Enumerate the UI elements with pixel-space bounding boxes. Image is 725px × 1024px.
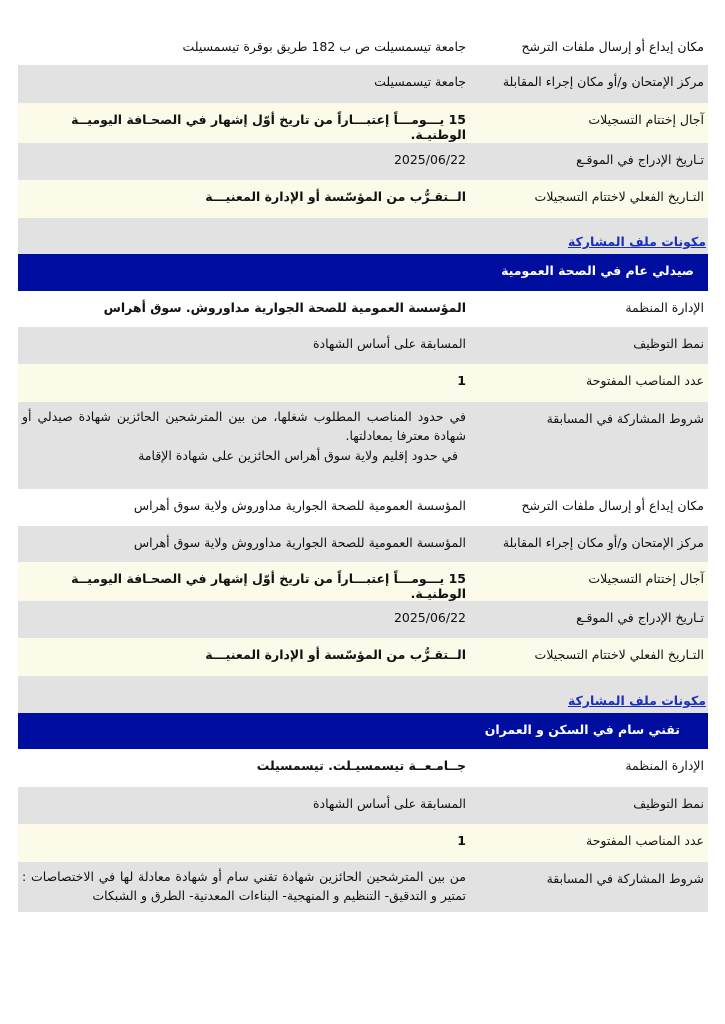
row-value: جامعة تيسمسيلت ص ب 182 طريق بوقرة تيسمسيلت xyxy=(182,39,466,54)
row-label: مكان إيداع أو إرسال ملفات الترشح xyxy=(521,39,704,54)
table-row xyxy=(18,327,708,364)
row-value: 1 xyxy=(457,373,466,388)
row-label: مركز الإمتحان و/أو مكان إجراء المقابلة xyxy=(502,535,704,550)
row-value: جــامـعــة تيسمسيـلت. تيسمسيلت xyxy=(256,758,466,773)
row-label: الإدارة المنظمة xyxy=(625,300,704,315)
row-label: مكان إيداع أو إرسال ملفات الترشح xyxy=(521,498,704,513)
table-row xyxy=(18,364,708,402)
condition-text: من بين المترشحين الحائزين شهادة تقني سام أو شهادة معادلة لها في الاختصاصات : تمتير و التدقيق- التنظيم و المنهجية- البناءات المعدنية- الطرق و الشبكات xyxy=(22,869,466,903)
row-value xyxy=(18,402,468,489)
row-label: نمط التوظيف xyxy=(633,336,704,351)
condition-text: في حدود المناصب المطلوب شغلها، من بين المترشحين الحائزين شهادة صيدلي أو شهادة معترفا بمعادلتها. xyxy=(22,409,466,443)
row-label: آجال إختتام التسجيلات xyxy=(588,571,704,586)
row-label: شروط المشاركة في المسابقة xyxy=(546,871,704,886)
row-value: جامعة تيسمسيلت xyxy=(374,74,466,89)
table-row xyxy=(18,489,708,526)
row-label: تـاريخ الإدراج في الموقـع xyxy=(576,610,704,625)
table-row xyxy=(18,402,708,489)
row-label: عدد المناصب المفتوحة xyxy=(586,833,704,848)
table-row xyxy=(18,824,708,862)
row-label: تـاريخ الإدراج في الموقـع xyxy=(576,152,704,167)
row-value: المؤسسة العمومية للصحة الجوارية مداوروش. سوق أهراس xyxy=(103,300,466,315)
section-title: تقني سام في السكن و العمران xyxy=(484,722,680,737)
table-row xyxy=(18,291,708,327)
document-page xyxy=(18,30,708,912)
row-value: المؤسسة العمومية للصحة الجوارية مداوروش ولاية سوق أهراس xyxy=(133,535,466,550)
table-row xyxy=(18,749,708,787)
row-value: 2025/06/22 xyxy=(393,152,466,167)
section-title: صيدلي عام في الصحة العمومية xyxy=(501,263,694,278)
table-row xyxy=(18,30,708,65)
table-row xyxy=(18,180,708,218)
row-value: 15 يـــومـــاً إعتبـــاراً من تاريخ أوّل إشهار في الصحـافة اليوميــة الوطنيـة. xyxy=(71,571,466,601)
section-header xyxy=(18,713,708,749)
table-row xyxy=(18,526,708,562)
row-value: الــتقـرُّب من المؤسّسة أو الإدارة المعنيـــة xyxy=(205,189,466,204)
row-value: الــتقـرُّب من المؤسّسة أو الإدارة المعنيـــة xyxy=(205,647,466,662)
row-value: 15 يـــومـــاً إعتبـــاراً من تاريخ أوّل إشهار في الصحـافة اليوميــة الوطنيـة. xyxy=(71,112,466,142)
table-row xyxy=(18,638,708,676)
row-label: التـاريخ الفعلي لاختتام التسجيلات xyxy=(534,647,704,662)
table-row xyxy=(18,562,708,601)
row-value: المؤسسة العمومية للصحة الجوارية مداوروش ولاية سوق أهراس xyxy=(133,498,466,513)
row-value: 2025/06/22 xyxy=(393,610,466,625)
table-row xyxy=(18,143,708,180)
row-label: عدد المناصب المفتوحة xyxy=(586,373,704,388)
attachments-row xyxy=(18,218,708,254)
row-label: آجال إختتام التسجيلات xyxy=(588,112,704,127)
table-row xyxy=(18,862,708,912)
row-value xyxy=(18,862,468,912)
row-value: المسابقة على أساس الشهادة xyxy=(312,796,466,811)
attachments-row xyxy=(18,676,708,713)
row-label: التـاريخ الفعلي لاختتام التسجيلات xyxy=(534,189,704,204)
row-label: شروط المشاركة في المسابقة xyxy=(546,411,704,426)
application-file-link[interactable]: مكونات ملف المشاركة xyxy=(567,234,706,249)
table-row xyxy=(18,65,708,103)
row-label: نمط التوظيف xyxy=(633,796,704,811)
row-value: 1 xyxy=(457,833,466,848)
condition-text-2: في حدود إقليم ولاية سوق أهراس الحائزين على شهادة الإقامة xyxy=(138,448,458,463)
row-label: مركز الإمتحان و/أو مكان إجراء المقابلة xyxy=(502,74,704,89)
table-row xyxy=(18,601,708,638)
row-label: الإدارة المنظمة xyxy=(625,758,704,773)
table-row xyxy=(18,787,708,824)
application-file-link[interactable]: مكونات ملف المشاركة xyxy=(567,693,706,708)
row-value: المسابقة على أساس الشهادة xyxy=(312,336,466,351)
section-header xyxy=(18,254,708,291)
table-row xyxy=(18,103,708,143)
